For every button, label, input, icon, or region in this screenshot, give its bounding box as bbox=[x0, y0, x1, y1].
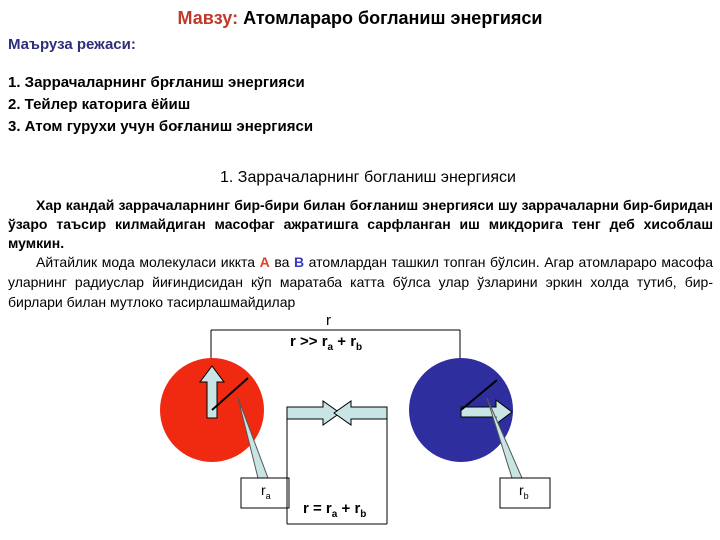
condition-far-equation bbox=[290, 333, 362, 353]
radius-b-label bbox=[519, 482, 529, 501]
plan-item-2: 2. Тейлер каторига ёйиш bbox=[8, 96, 191, 113]
radius-a-base: r bbox=[261, 482, 266, 498]
topic-text: Атомлараро богланиш энергияси bbox=[243, 8, 543, 28]
distance-r-label: r bbox=[326, 312, 331, 329]
radius-a-sub: a bbox=[265, 490, 271, 501]
eq-bottom-sub-a: a bbox=[331, 509, 338, 520]
atom-a-letter: А bbox=[259, 254, 270, 270]
example-text-2: ва bbox=[269, 254, 294, 270]
eq-top-sub-a: a bbox=[327, 342, 334, 353]
radius-a-label bbox=[261, 482, 271, 501]
section-title: 1. Заррачаларнинг богланиш энергияси bbox=[220, 169, 516, 186]
eq-bottom-plus: + r bbox=[337, 500, 361, 517]
eq-bottom-sub-b: b bbox=[360, 509, 367, 520]
example-text-1: Айтайлик мода молекуласи иккта bbox=[36, 254, 260, 270]
eq-top-plus: + r bbox=[333, 333, 357, 350]
eq-bottom-lhs: r = r bbox=[303, 500, 332, 517]
converging-arrow-left bbox=[287, 401, 340, 425]
atom-b-letter: В bbox=[293, 254, 305, 270]
radius-b-sub: b bbox=[523, 490, 529, 501]
plan-item-1: 1. Заррачаларнинг брғланиш энергияси bbox=[8, 74, 305, 91]
converging-arrow-right bbox=[334, 401, 387, 425]
topic-label: Мавзу: bbox=[177, 8, 239, 28]
eq-top-sub-b: b bbox=[356, 342, 363, 353]
example-text-3: атомлардан ташкил топган бўлсин. Агар атомлараро масофа уларнинг радиуслар йиғиндисидан кўп маратаба катта бўлса улар ўзларини эркин холда тутиб, бир-бирлари билан мутлоко тасирлашмайдилар bbox=[8, 254, 713, 310]
definition-paragraph: Хар кандай заррачаларнинг бир-бири билан боғланиш энергияси шу заррачаларни бир-биридан ўзаро таъсир килмайдиган масофаг ажратишга сарфланган иш микдорига тенг деб хисоблаш мумкин. bbox=[8, 197, 713, 251]
radius-b-base: r bbox=[519, 482, 524, 498]
lecture-plan-heading: Маъруза режаси: bbox=[8, 36, 136, 53]
eq-top-lhs: r >> r bbox=[290, 333, 328, 350]
plan-item-3: 3. Атом гурухи учун боғланиш энергияси bbox=[8, 118, 314, 135]
condition-contact-equation bbox=[303, 500, 366, 520]
